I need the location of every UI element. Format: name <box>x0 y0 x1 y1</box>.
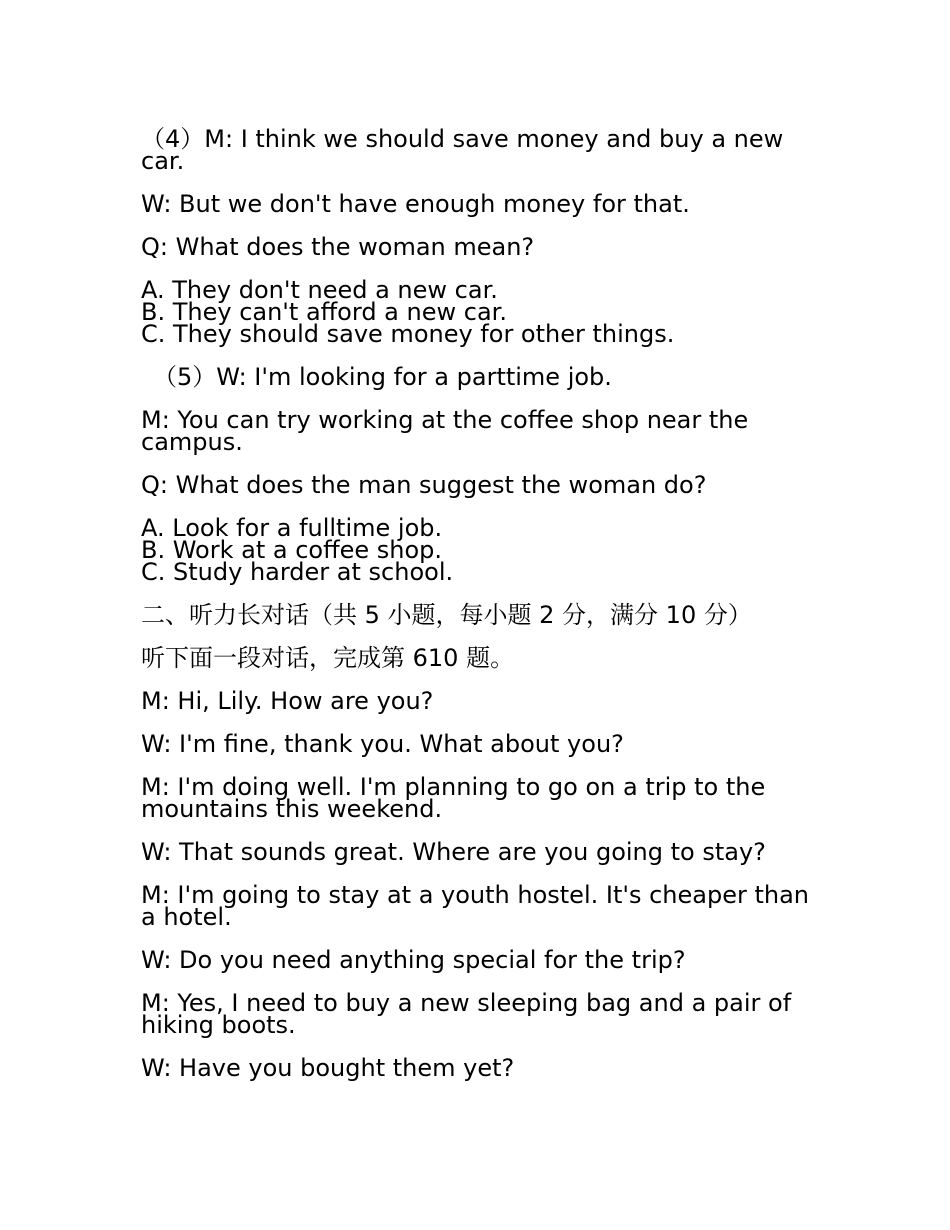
question-4-prompt: Q: What does the woman mean? <box>141 233 535 261</box>
dialogue-line: M: I'm doing well. I'm planning to go on a trip to the mountains this weekend. <box>141 773 766 823</box>
option-c: C. Study harder at school. <box>141 558 454 586</box>
dialogue-line: M: Hi, Lily. How are you? <box>141 687 434 715</box>
option-a: A. They don't need a new car. <box>141 276 498 304</box>
option-b: B. They can't afford a new car. <box>141 298 507 326</box>
dialogue-line: M: I'm going to stay at a youth hostel. It's cheaper than a hotel. <box>141 881 810 931</box>
dialogue-line: W: Have you bought them yet? <box>141 1054 515 1082</box>
dialogue-line: M: Yes, I need to buy a new sleeping bag and a pair of hiking boots. <box>141 989 792 1039</box>
question-5-reply: M: You can try working at the coffee shop near the campus. <box>141 406 749 456</box>
question-5-stem: （5）W: I'm looking for a parttime job. <box>153 363 612 391</box>
dialogue-line: W: I'm fine, thank you. What about you? <box>141 730 624 758</box>
question-4-reply: W: But we don't have enough money for that. <box>141 190 690 218</box>
question-4-stem: （4）M: I think we should save money and buy a new car. <box>141 125 784 175</box>
option-a: A. Look for a fulltime job. <box>141 514 443 542</box>
option-c: C. They should save money for other things. <box>141 320 675 348</box>
dialogue-line: W: That sounds great. Where are you going to stay? <box>141 838 766 866</box>
option-b: B. Work at a coffee shop. <box>141 536 443 564</box>
question-4-options <box>141 276 821 348</box>
section-instruction: 听下面一段对话，完成第 610 题。 <box>141 644 515 672</box>
question-5-prompt: Q: What does the man suggest the woman do? <box>141 471 707 499</box>
document-page <box>141 125 821 1100</box>
question-5-options <box>141 514 821 586</box>
section-heading: 二、听力长对话（共 5 小题，每小题 2 分，满分 10 分） <box>141 601 752 629</box>
dialogue-line: W: Do you need anything special for the trip? <box>141 946 686 974</box>
